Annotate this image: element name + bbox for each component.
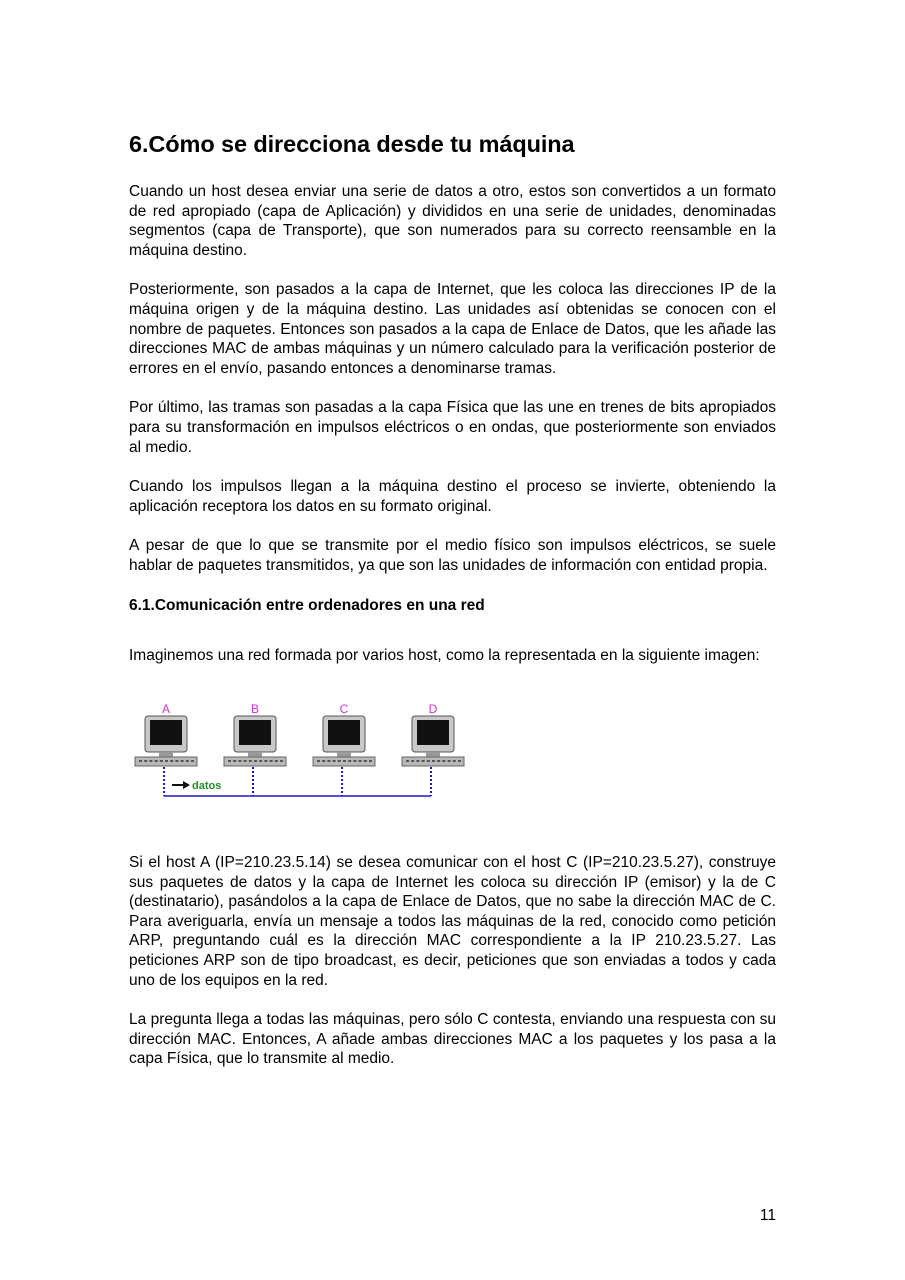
keyboard-key [165,760,168,762]
keyboard-key [416,760,419,762]
keyboard-key [191,760,194,762]
network-diagram-svg [133,701,478,801]
keyboard-key [453,760,456,762]
keyboard-key [322,760,325,762]
keyboard-key [160,760,163,762]
host-label: D [428,702,438,717]
keyboard-key [181,760,184,762]
keyboard-key [170,760,173,762]
keyboard-key [280,760,283,762]
keyboard-key [149,760,152,762]
paragraph: Cuando los impulsos llegan a la máquina destino el proceso se invierte, obteniendo la aplicación receptora los datos en su formato original. [129,478,776,515]
keyboard-key [338,760,341,762]
host-label: A [161,702,171,717]
monitor-screen [239,720,271,745]
subsection-title: 6.1.Comunicación entre ordenadores en una red [129,596,485,614]
page-number: 11 [759,1207,776,1224]
monitor-stand [248,752,262,757]
arrow-head-icon [183,781,190,789]
keyboard-key [233,760,236,762]
paragraph: Por último, las tramas son pasadas a la capa Física que las une en trenes de bits apropiados para su transformación en impulsos eléctricos o en ondas, que posteriormente son enviados al medio. [129,399,776,456]
keyboard-key [249,760,252,762]
keyboard-key [448,760,451,762]
host-computer-d [402,702,464,796]
keyboard-key [144,760,147,762]
keyboard-key [369,760,372,762]
host-computer-b [224,702,286,796]
keyboard-key [327,760,330,762]
paragraph: Cuando un host desea enviar una serie de datos a otro, estos son convertidos a un formato de red apropiado (capa de Aplicación) y divididos en una serie de unidades, denominadas segmentos (capa de Transporte), que son numerados para su correcto reensamble en la máquina destino. [129,183,776,259]
monitor-stand [426,752,440,757]
monitor-stand [337,752,351,757]
keyboard-key [432,760,435,762]
keyboard-key [348,760,351,762]
keyboard-key [264,760,267,762]
keyboard-key [175,760,178,762]
keyboard-key [458,760,461,762]
keyboard-key [353,760,356,762]
keyboard-key [228,760,231,762]
network-diagram [133,701,478,801]
keyboard-key [155,760,158,762]
paragraph: La pregunta llega a todas las máquinas, pero sólo C contesta, enviando una respuesta con su dirección MAC. Entonces, A añade ambas direcciones MAC a los paquetes y los pasa a la capa Física, que lo transmite al medio. [129,1011,776,1068]
keyboard-key [275,760,278,762]
keyboard-key [422,760,425,762]
keyboard-key [364,760,367,762]
keyboard-key [317,760,320,762]
keyboard-key [406,760,409,762]
keyboard-key [442,760,445,762]
keyboard-key [244,760,247,762]
host-label: C [339,702,349,717]
monitor-screen [417,720,449,745]
keyboard-key [270,760,273,762]
paragraph: Si el host A (IP=210.23.5.14) se desea comunicar con el host C (IP=210.23.5.27), construye sus paquetes de datos y la capa de Internet les coloca su dirección IP (emisor) y la de C (destinatario), pasándolos a la capa de Enlace de Datos, que no sabe la dirección MAC de C. Para averiguarla, envía un mensaje a todos las máquinas de la red, conocido como petición ARP, preguntando cuál es la dirección MAC correspondiente a la IP 210.23.5.27. Las peticiones ARP son de tipo broadcast, es decir, peticiones que son enviadas a todos y cada uno de los equipos en la red. [129,854,776,989]
monitor-stand [159,752,173,757]
keyboard-key [333,760,336,762]
host-computer-c [313,702,375,796]
arrow-label: datos [192,780,222,793]
host-label: B [250,702,260,717]
keyboard-key [437,760,440,762]
section-title: 6.Cómo se direcciona desde tu máquina [129,131,575,157]
keyboard-key [254,760,257,762]
host-computer-a [135,702,197,796]
keyboard-key [359,760,362,762]
data-arrow [172,780,221,792]
keyboard-key [186,760,189,762]
keyboard-key [238,760,241,762]
keyboard-key [139,760,142,762]
keyboard-key [343,760,346,762]
subsection-intro: Imaginemos una red formada por varios host, como la representada en la siguiente imagen: [129,646,760,664]
keyboard-key [427,760,430,762]
paragraph: A pesar de que lo que se transmite por el medio físico son impulsos eléctricos, se suele hablar de paquetes transmitidos, ya que son las unidades de información con entidad propia. [129,537,776,574]
keyboard-key [259,760,262,762]
keyboard-key [411,760,414,762]
monitor-screen [328,720,360,745]
monitor-screen [150,720,182,745]
page-content [129,128,776,1089]
paragraph: Posteriormente, son pasados a la capa de Internet, que les coloca las direcciones IP de la máquina origen y de la máquina destino. Las unidades así obtenidas se conocen con el nombre de paquetes. Entonces son pasados a la capa de Enlace de Datos, que les añade las direcciones MAC de ambas máquinas y un número calculado para la verificación posterior de errores en el envío, pasando entonces a denominarse tramas. [129,281,776,377]
